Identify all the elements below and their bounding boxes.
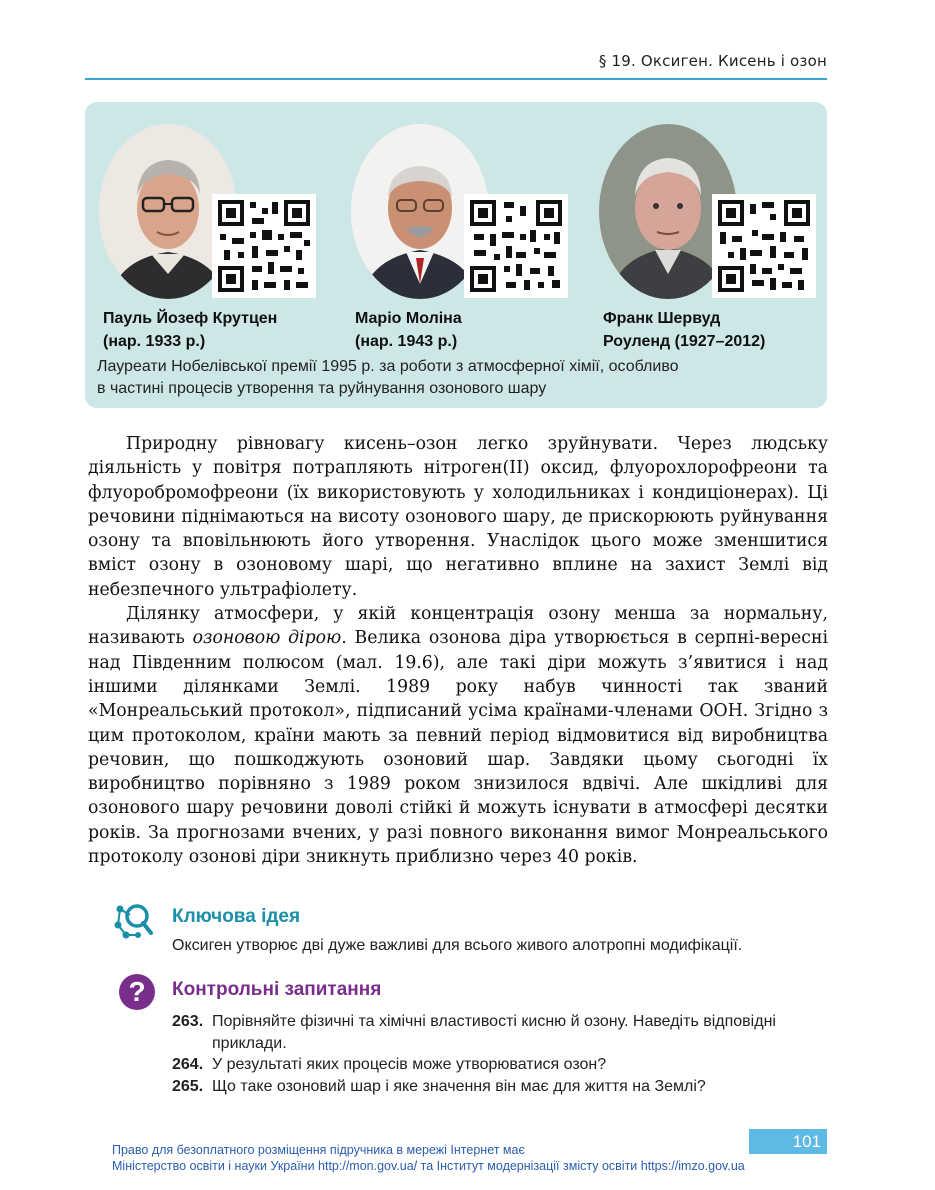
qr-code[interactable] — [712, 194, 816, 298]
question-text: Що таке озоновий шар і яке значення він має для життя на Землі? — [212, 1077, 706, 1095]
laureate-name: Франк Шервуд Роуленд (1927–2012) — [603, 310, 766, 350]
question-text: У результаті яких процесів може утворюватися озон? — [212, 1056, 607, 1073]
header-divider — [85, 78, 827, 80]
question-text: Порівняйте фізичні та хімічні властивості кисню й озону. Наведіть відповідні приклади. — [212, 1013, 776, 1052]
laureate-name: Маріо Моліна (нар. 1943 р.) — [355, 310, 462, 350]
laureates-caption: Лауреати Нобелівської премії 1995 р. за роботи з атмосферної хімії, особливо в частині процесів утворення та руйнування озонового шару — [97, 358, 679, 397]
footer-notice — [112, 1142, 832, 1174]
qr-code[interactable] — [464, 194, 568, 298]
control-questions-title: Контрольні запитання — [172, 979, 382, 1000]
footer-line-2[interactable]: Міністерство освіти і науки України http://mon.gov.ua/ та Інститут модернізації змісту освіти https://imzo.gov.ua — [112, 1159, 745, 1173]
footer-line-1: Право для безоплатного розміщення підручника в мережі Інтернет має — [112, 1143, 525, 1157]
question-item — [172, 1054, 828, 1076]
question-number: 264. — [172, 1056, 204, 1073]
paragraph-2: Ділянку атмосфери, у якій концентрація озону менша за нормальну, називають озоновою дірою. Велика озонова діра утворюється в серпні-вересні над Південним полюсом (мал. 19.6), але такі діри можуть з’явитися і над іншими ділянками Землі. 1989 року набув чинності так званий «Монреальський протокол», підписаний усіма країнами-членами ООН. Згідно з цим протоколом, країни мають за певний період відмовитися від виробництва речовин, що пошкоджують озоновий шар. Завдяки цьому сьогодні їх виробництво порівняно з 1989 роком знизилося вдвічі. Але шкідливі для озонового шару речовини доволі стійкі й можуть існувати в атмосфері десятки років. За прогнозами вчених, у разі повного виконання вимог Монреальського протоколу озонові діри зникнуть приблизно через 40 років. — [88, 604, 828, 868]
page-number: 101 — [749, 1129, 827, 1154]
question-number: 265. — [172, 1077, 204, 1095]
question-mark-icon: ? — [119, 974, 155, 1010]
qr-code[interactable] — [212, 194, 316, 298]
key-idea-text: Оксиген утворює дві дуже важливі для всього живого алотропні модифікації. — [172, 937, 743, 954]
question-item — [172, 1011, 828, 1054]
key-idea-title: Ключова ідея — [172, 906, 301, 927]
magnifier-molecule-icon — [112, 901, 154, 943]
question-item — [172, 1076, 828, 1098]
term-ozone-hole: озоновою дірою — [192, 628, 342, 649]
section-header: § 19. Оксиген. Кисень і озон — [598, 52, 827, 70]
paragraph-1: Природну рівновагу кисень–озон легко зруйнувати. Через людську діяльність у повітря потрапляють нітроген(ІІ) оксид, флуорохлорофреони та флуоробромофреони (їх використовують у холодильниках і кондиціонерах). Ці речовини піднімаються на висоту озонового шару, де прискорюють руйнування озону та вповільнюють його утворення. Унаслідок цього може зменшитися вміст озону в озоновому шарі, що негативно вплине на захист Землі від небезпечного ультрафіолету. — [88, 434, 828, 600]
control-questions-list — [172, 1011, 828, 1097]
question-number: 263. — [172, 1013, 204, 1030]
laureate-name: Пауль Йозеф Крутцен (нар. 1933 р.) — [103, 310, 278, 350]
main-text — [88, 432, 828, 869]
laureates-panel — [85, 102, 827, 408]
